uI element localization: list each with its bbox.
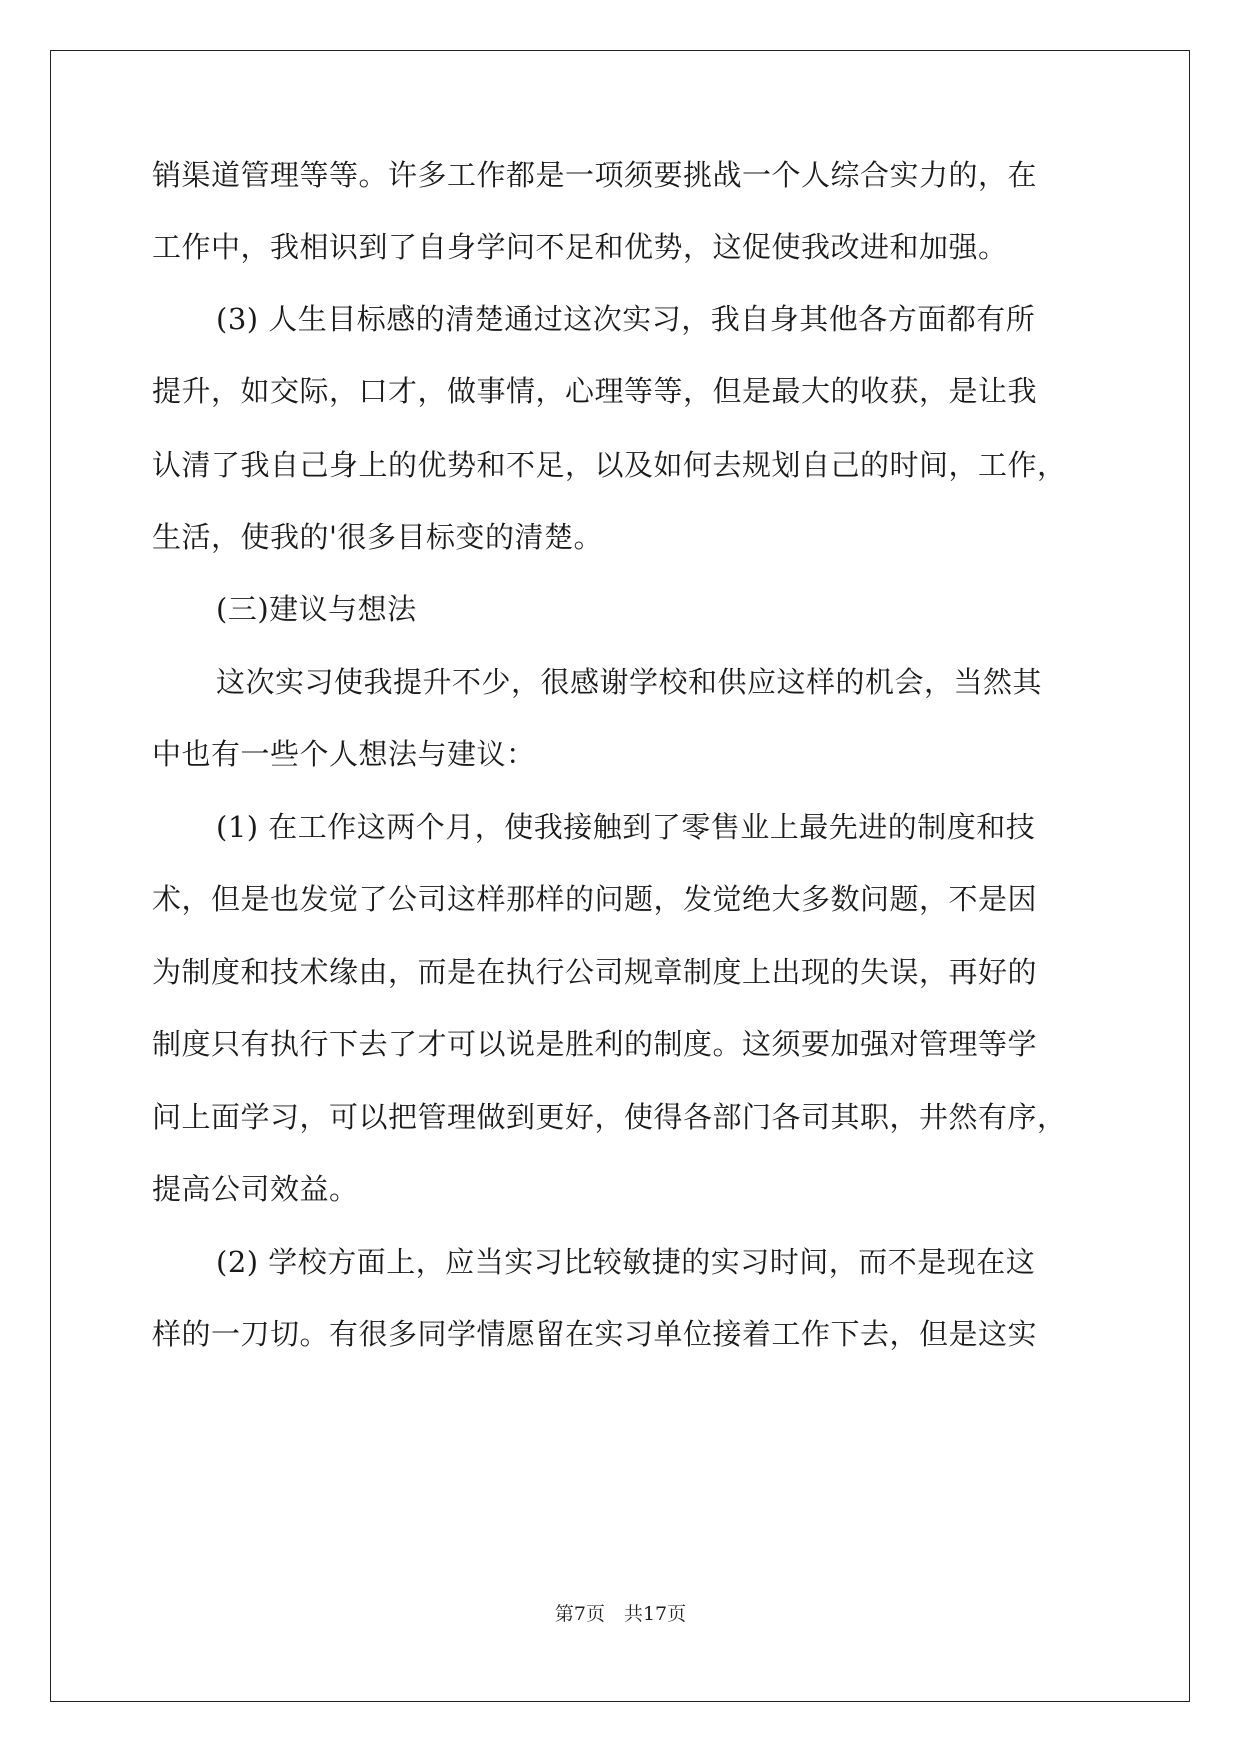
text-line: 工作中，我相识到了自身学问不足和优势，这促使我改进和加强。 (152, 230, 1008, 264)
text-line: 中也有一些个人想法与建议： (152, 737, 536, 771)
text-line: 为制度和技术缘由，而是在执行公司规章制度上出现的失误，再好的 (152, 955, 1038, 989)
text-line: 提高公司效益。 (152, 1172, 359, 1206)
text-line: 制度只有执行下去了才可以说是胜利的制度。这须要加强对管理等学 (152, 1027, 1038, 1061)
text-line: 问上面学习，可以把管理做到更好，使得各部门各司其职，井然有序， (152, 1100, 1067, 1134)
page-border (50, 50, 1190, 1702)
text-line: 这次实习使我提升不少，很感谢学校和供应这样的机会，当然其 (216, 665, 1043, 699)
text-line: (3) 人生目标感的清楚通过这次实习，我自身其他各方面都有所 (216, 302, 1036, 336)
text-line: (2) 学校方面上，应当实习比较敏捷的实习时间，而不是现在这 (216, 1245, 1036, 1279)
text-line: 认清了我自己身上的优势和不足，以及如何去规划自己的时间，工作， (152, 448, 1067, 482)
page-number: 第7页 共17页 (554, 1603, 687, 1625)
text-line: 提升，如交际，口才，做事情，心理等等，但是最大的收获，是让我 (152, 374, 1038, 408)
text-line: 术，但是也发觉了公司这样那样的问题，发觉绝大多数问题，不是因 (152, 882, 1038, 916)
text-line: 销渠道管理等等。许多工作都是一项须要挑战一个人综合实力的，在 (152, 158, 1038, 192)
text-line: 样的一刀切。有很多同学情愿留在实习单位接着工作下去，但是这实 (152, 1317, 1038, 1351)
text-line: 生活，使我的'很多目标变的清楚。 (152, 520, 603, 554)
section-heading: (三)建议与想法 (216, 592, 417, 626)
text-line: (1) 在工作这两个月，使我接触到了零售业上最先进的制度和技 (216, 810, 1036, 844)
